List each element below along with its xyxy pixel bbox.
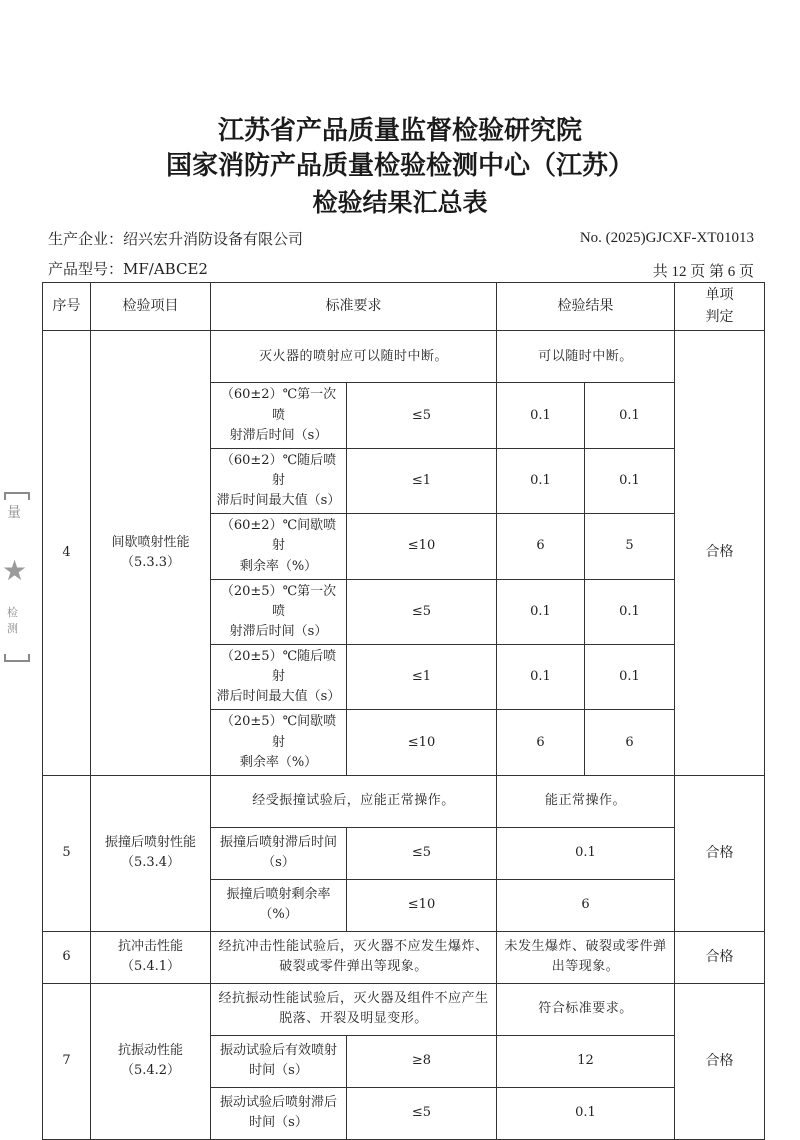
header-requirement: 标准要求 (211, 283, 497, 331)
verdict-cell: 合格 (675, 775, 765, 931)
item-cell: 振撞后喷射性能 （5.3.4） (91, 775, 211, 931)
header-result: 检验结果 (497, 283, 675, 331)
result-cell: 5 (585, 514, 675, 579)
result-note: 可以随时中断。 (497, 331, 675, 383)
result-cell: 0.1 (585, 579, 675, 644)
model-label: 产品型号： (48, 260, 124, 278)
seq-cell: 7 (43, 983, 91, 1139)
page-indicator: 共 12 页 第 6 页 (652, 264, 754, 280)
limit-cell: ≤1 (347, 448, 497, 513)
result-cell: 0.1 (497, 383, 585, 448)
limit-cell: ≤5 (347, 827, 497, 879)
param-cell: 振撞后喷射剩余率 （%） (211, 879, 347, 931)
result-cell: 0.1 (585, 383, 675, 448)
param-cell: （20±5）℃随后喷射 滞后时间最大值（s） (211, 645, 347, 710)
result-note: 能正常操作。 (497, 775, 675, 827)
limit-cell: ≤10 (347, 879, 497, 931)
result-cell: 12 (497, 1035, 675, 1087)
result-cell: 6 (497, 514, 585, 579)
seq-cell: 5 (43, 775, 91, 931)
requirement-note: 经抗冲击性能试验后，灭火器不应发生爆炸、 破裂或零件弹出等现象。 (211, 931, 497, 983)
seq-cell: 4 (43, 331, 91, 776)
header-seq: 序号 (43, 283, 91, 331)
result-cell: 0.1 (497, 645, 585, 710)
item-cell: 抗振动性能 （5.4.2） (91, 983, 211, 1139)
requirement-note: 灭火器的喷射应可以随时中断。 (211, 331, 497, 383)
item-cell: 间歇喷射性能 （5.3.3） (91, 331, 211, 776)
model-value: MF/ABCE2 (123, 260, 208, 278)
model-line (48, 258, 208, 279)
result-cell: 0.1 (497, 448, 585, 513)
table-row (43, 983, 765, 1035)
result-note: 未发生爆炸、破裂或零件弹 出等现象。 (497, 931, 675, 983)
center-name: 国家消防产品质量检验检测中心（江苏） (165, 151, 634, 181)
param-cell: （60±2）℃随后喷射 滞后时间最大值（s） (211, 448, 347, 513)
param-cell: 振动试验后喷射滞后 时间（s） (211, 1087, 347, 1139)
limit-cell: ≤10 (347, 710, 497, 775)
table-header-row (43, 283, 765, 331)
company-name: 绍兴宏升消防设备有限公司 (123, 230, 304, 248)
company-line (48, 228, 303, 249)
limit-cell: ≥8 (347, 1035, 497, 1087)
verdict-cell: 合格 (675, 931, 765, 983)
param-cell: （60±2）℃间歇喷射 剩余率（%） (211, 514, 347, 579)
result-cell: 0.1 (497, 1087, 675, 1139)
limit-cell: ≤5 (347, 579, 497, 644)
limit-cell: ≤5 (347, 1087, 497, 1139)
result-cell: 6 (497, 879, 675, 931)
param-cell: 振动试验后有效喷射 时间（s） (211, 1035, 347, 1087)
verdict-cell: 合格 (675, 331, 765, 776)
result-cell: 0.1 (497, 579, 585, 644)
limit-cell: ≤5 (347, 383, 497, 448)
company-label: 生产企业： (48, 230, 124, 248)
result-cell: 0.1 (585, 645, 675, 710)
limit-cell: ≤10 (347, 514, 497, 579)
document-title: 检验结果汇总表 (312, 188, 488, 217)
star-icon: ★ (2, 554, 28, 587)
institute-name: 江苏省产品质量监督检验研究院 (217, 116, 582, 146)
header-verdict: 单项 判定 (675, 283, 765, 331)
table-row (43, 775, 765, 827)
report-number: No. (2025)GJCXF-XT01013 (579, 230, 754, 246)
limit-cell: ≤1 (347, 645, 497, 710)
result-cell: 6 (497, 710, 585, 775)
param-cell: （20±5）℃间歇喷射 剩余率（%） (211, 710, 347, 775)
requirement-note: 经受振撞试验后，应能正常操作。 (211, 775, 497, 827)
results-table (42, 282, 765, 1140)
param-cell: 振撞后喷射滞后时间 （s） (211, 827, 347, 879)
result-cell: 0.1 (497, 827, 675, 879)
result-cell: 0.1 (585, 448, 675, 513)
result-cell: 6 (585, 710, 675, 775)
seq-cell: 6 (43, 931, 91, 983)
item-cell: 抗冲击性能 （5.4.1） (91, 931, 211, 983)
result-note: 符合标准要求。 (497, 983, 675, 1035)
table-row (43, 331, 765, 383)
requirement-note: 经抗振动性能试验后，灭火器及组件不应产生 脱落、开裂及明显变形。 (211, 983, 497, 1035)
header-item: 检验项目 (91, 283, 211, 331)
verdict-cell: 合格 (675, 983, 765, 1139)
param-cell: （60±2）℃第一次喷 射滞后时间（s） (211, 383, 347, 448)
seal-stamp: 量 ★ 检测 (2, 492, 28, 662)
table-row (43, 931, 765, 983)
param-cell: （20±5）℃第一次喷 射滞后时间（s） (211, 579, 347, 644)
